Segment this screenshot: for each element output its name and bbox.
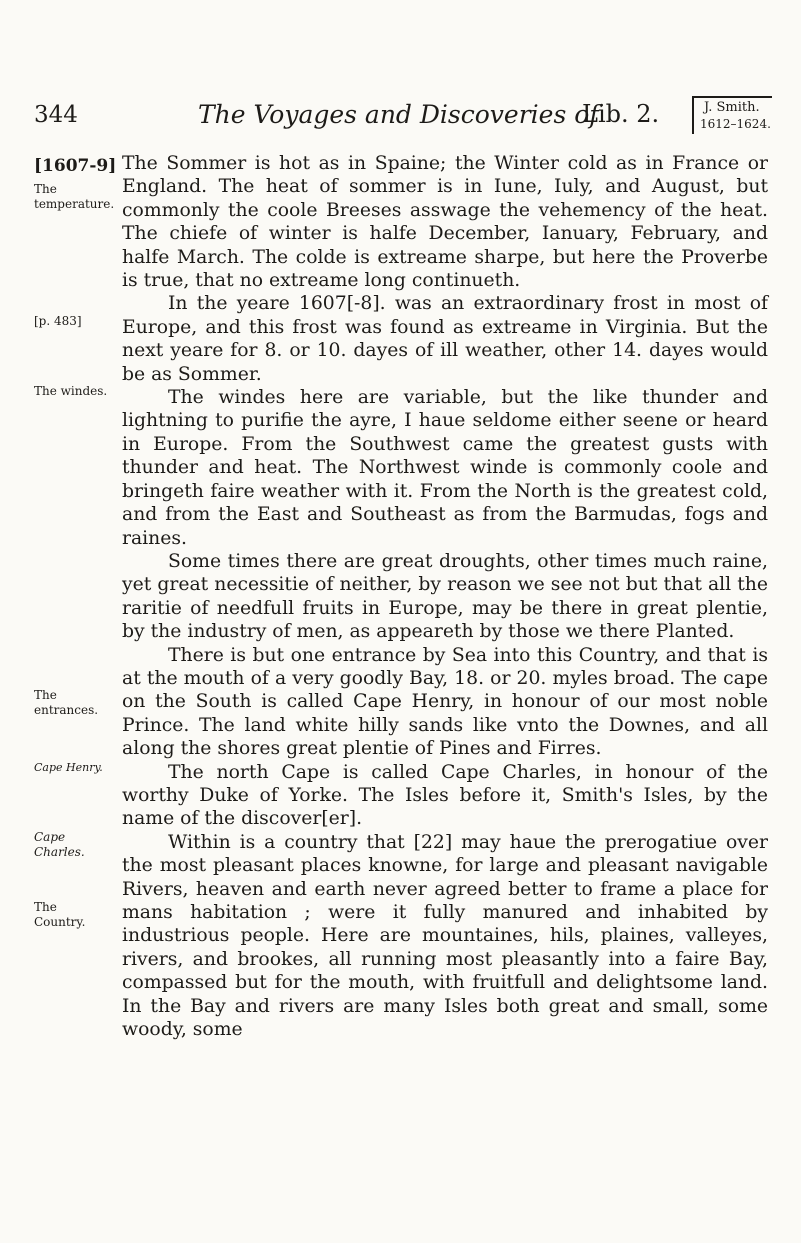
paragraph-country: Within is a country that [22] may haue the prerogatiue over the most pleasant places knowne, for large and pleasant navigable Rivers, heaven and earth never agreed better to frame a place for mans habitation ; were it fully manured and inhabited by industrious people. Here are mountaines, hils, plaines, valleyes, rivers, and brookes, all running most pleasantly into a faire Bay, compassed but for the mouth, with fruitfull and delightsome land. In the Bay and rivers are many Isles both great and small, some woody, some: [122, 831, 768, 1041]
margin-note-entrances: The entrances.: [34, 688, 99, 717]
page-header: [34, 92, 774, 138]
margin-note-cape-henry: Cape Henry.: [34, 761, 103, 774]
author-years: 1612–1624.: [700, 117, 771, 131]
page-number: 344: [34, 102, 78, 128]
paragraph-windes: The windes here are variable, but the like thunder and lightning to purifie the ayre, I haue seldome either seene or heard in Europe. From the Southwest came the greatest gusts with thunder and heat. The Northwest winde is commonly coole and bringeth faire weather with it. From the North is the greatest cold, and from the East and Southeast as from the Barmudas, fogs and raines.: [122, 387, 768, 549]
paragraph-entrance: There is but one entrance by Sea into this Country, and that is at the mouth of a very goodly Bay, 18. or 20. myles broad. The cape on the South is called Cape Henry, in honour of our most noble Prince. The land white hilly sands like vnto the Downes, and all along the shores great plentie of Pines and Firres.: [122, 644, 768, 760]
margin-note-temperature: The temperature.: [34, 182, 115, 211]
paragraph-temperature: The Sommer is hot as in Spaine; the Winter cold as in France or England. The heat of sommer is in Iune, Iuly, and August, but commonly the coole Breeses asswage the vehemency of the heat. The chiefe of winter is halfe December, Ianuary, February, and halfe March. The colde is extreame sharpe, but here the Proverbe is true, that no extreame long continueth.: [122, 153, 768, 292]
margin-note-windes: The windes.: [34, 384, 108, 398]
paragraph-droughts: Some times there are great droughts, other times much raine, yet great necessitie of neither, by reason we see not but that all the raritie of needfull fruits in Europe, may be there in great plentie, by the industry of men, as appeareth by those we there Planted.: [122, 550, 768, 643]
running-title: The Voyages and Discoveries of: [198, 100, 599, 129]
author-name: J. Smith.: [704, 100, 760, 115]
date-reference: [1607-9]: [34, 156, 117, 176]
book-number: Lib. 2.: [582, 100, 660, 128]
paragraph-frost: In the yeare 1607[-8]. was an extraordinary frost in most of Europe, and this frost was found as extreame in Virginia. But the next yeare for 8. or 10. dayes of ill weather, other 14. dayes would be as Sommer.: [122, 293, 768, 385]
paragraph-cape-charles: The north Cape is called Cape Charles, in honour of the worthy Duke of Yorke. The Isles before it, Smith's Isles, by the name of the discover[er].: [122, 761, 768, 830]
margin-note-cape-charles: Cape Charles.: [34, 830, 85, 859]
body-text: [122, 152, 768, 1041]
margin-note-country: The Country.: [34, 900, 86, 929]
margin-note-page-ref: [p. 483]: [34, 314, 82, 328]
author-bracket: [692, 96, 772, 134]
